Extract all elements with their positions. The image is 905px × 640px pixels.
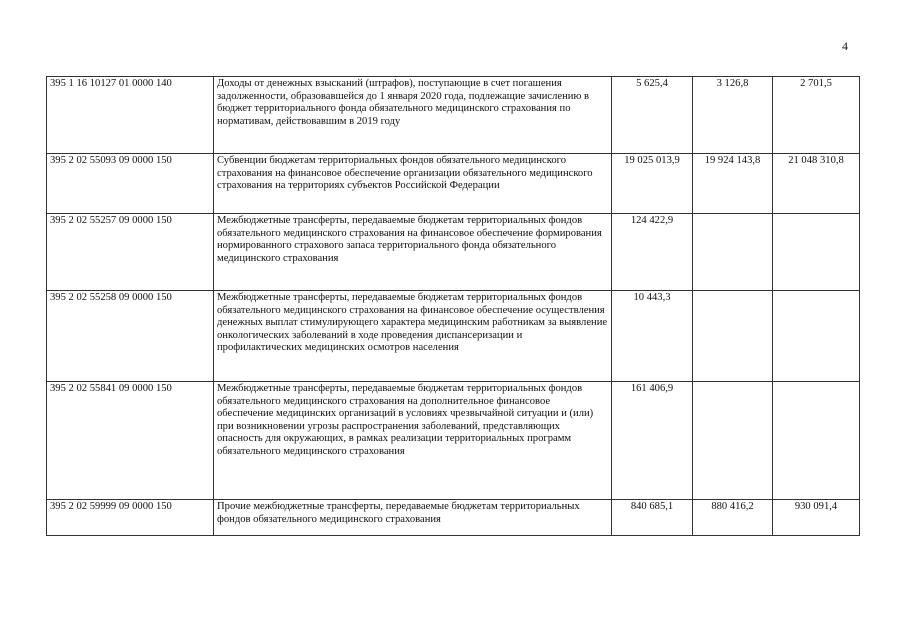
value-year-1-cell: 5 625,4 — [612, 77, 693, 154]
description-cell: Межбюджетные трансферты, передаваемые бюджетам территориальных фондов обязательного медицинского страхования на финансовое обеспечение формирования нормированного страхового запаса территориального фонда обязательного медицинского страхования — [214, 214, 612, 291]
table-row — [47, 291, 860, 382]
value-year-2-cell — [693, 291, 773, 382]
description-cell: Доходы от денежных взысканий (штрафов), поступающие в счет погашения задолженности, образовавшейся до 1 января 2020 года, подлежащие зачислению в бюджет территориального фонда обязательного медицинского страхования по нормативам, действовавшим в 2019 году — [214, 77, 612, 154]
budget-code-cell: 395 2 02 55258 09 0000 150 — [47, 291, 214, 382]
page-number: 4 — [842, 39, 848, 53]
value-year-1-cell: 19 025 013,9 — [612, 154, 693, 214]
budget-code-cell: 395 1 16 10127 01 0000 140 — [47, 77, 214, 154]
revenue-table — [46, 76, 860, 536]
value-year-1-cell: 10 443,3 — [612, 291, 693, 382]
description-cell: Прочие межбюджетные трансферты, передаваемые бюджетам территориальных фондов обязательного медицинского страхования — [214, 500, 612, 536]
value-year-3-cell — [773, 382, 860, 500]
value-year-3-cell: 930 091,4 — [773, 500, 860, 536]
value-year-1-cell: 161 406,9 — [612, 382, 693, 500]
value-year-3-cell — [773, 214, 860, 291]
description-cell: Межбюджетные трансферты, передаваемые бюджетам территориальных фондов обязательного медицинского страхования на дополнительное финансовое обеспечение медицинских организаций в условиях чрезвычайной ситуации и (или) при возникновении угрозы распространения заболеваний, представляющих опасность для окружающих, в рамках реализации территориальных программ обязательного медицинского страхования — [214, 382, 612, 500]
value-year-1-cell: 840 685,1 — [612, 500, 693, 536]
value-year-2-cell: 3 126,8 — [693, 77, 773, 154]
value-year-3-cell: 2 701,5 — [773, 77, 860, 154]
value-year-2-cell — [693, 382, 773, 500]
description-cell: Субвенции бюджетам территориальных фондов обязательного медицинского страхования на финансовое обеспечение организации обязательного медицинского страхования на территориях субъектов Российской Федерации — [214, 154, 612, 214]
value-year-3-cell: 21 048 310,8 — [773, 154, 860, 214]
budget-code-cell: 395 2 02 59999 09 0000 150 — [47, 500, 214, 536]
budget-code-cell: 395 2 02 55841 09 0000 150 — [47, 382, 214, 500]
value-year-3-cell — [773, 291, 860, 382]
value-year-1-cell: 124 422,9 — [612, 214, 693, 291]
budget-code-cell: 395 2 02 55257 09 0000 150 — [47, 214, 214, 291]
value-year-2-cell — [693, 214, 773, 291]
table-row — [47, 500, 860, 536]
value-year-2-cell: 880 416,2 — [693, 500, 773, 536]
table-row — [47, 214, 860, 291]
description-cell: Межбюджетные трансферты, передаваемые бюджетам территориальных фондов обязательного медицинского страхования на финансовое обеспечение осуществления денежных выплат стимулирующего характера медицинским работникам за выявление онкологических заболеваний в ходе проведения диспансеризации и профилактических медицинских осмотров населения — [214, 291, 612, 382]
table-row — [47, 77, 860, 154]
table-row — [47, 382, 860, 500]
value-year-2-cell: 19 924 143,8 — [693, 154, 773, 214]
budget-code-cell: 395 2 02 55093 09 0000 150 — [47, 154, 214, 214]
table-row — [47, 154, 860, 214]
